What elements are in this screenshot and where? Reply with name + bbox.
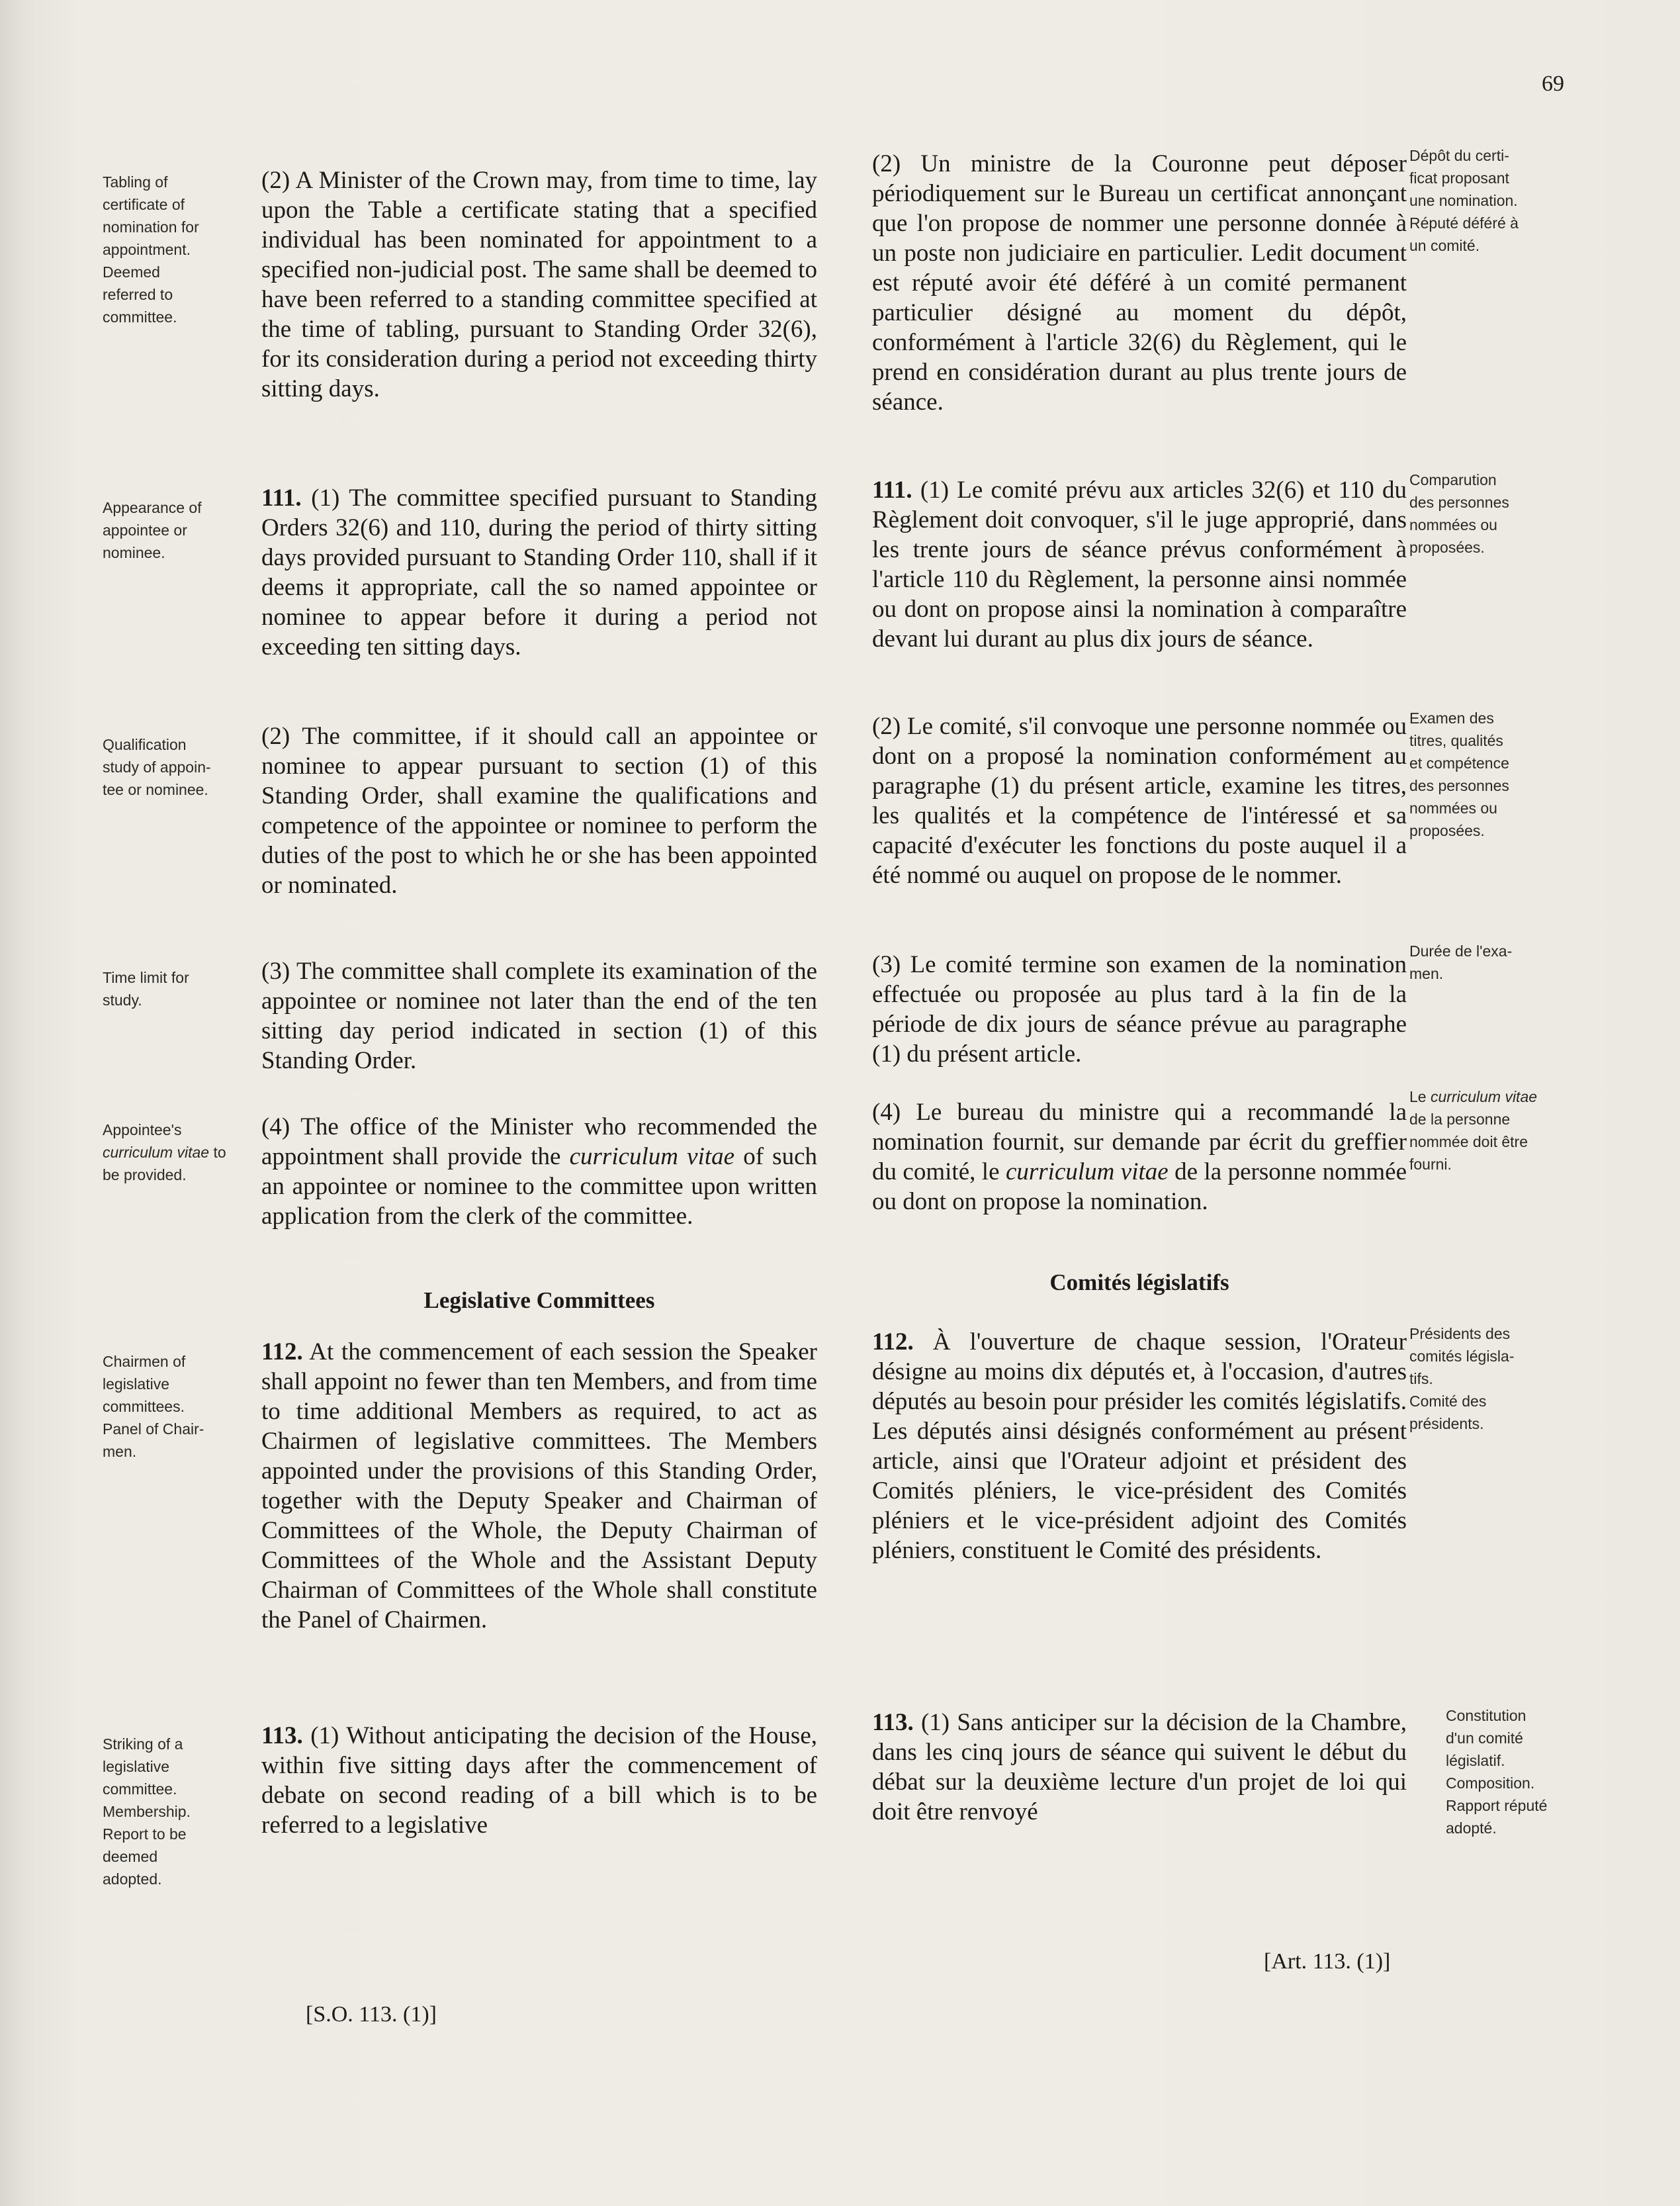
margin-note-appearance: Appearance of appointee or nominee. (103, 499, 202, 561)
margin-note-curriculum-fr: Le curriculum vitae de la personne nommée doit être fourni. (1409, 1088, 1538, 1173)
french-paragraph-111-3: (3) Le comité termine son examen de la nomination effectuée ou proposée au plus tard à la fin de la période de dix jours de séance prévue au paragraphe (1) du présent article. (872, 951, 1407, 1068)
margin-note-qualification: Qualification study of appoin- tee or nominee. (103, 736, 211, 798)
margin-note-depot: Dépôt du certi- ficat proposant une nomination. Réputé déféré à un comité. (1409, 147, 1519, 254)
margin-note-duree: Durée de l'exa- men. (1409, 942, 1513, 982)
margin-note-chairmen: Chairmen of legislative committees. Panel of Chair- men. (103, 1353, 204, 1460)
section-number: 111. (261, 484, 302, 512)
margin-note-time-limit: Time limit for study. (103, 969, 189, 1009)
section-number: 112. (261, 1338, 303, 1365)
french-paragraph-113-1: 113. (1) Sans anticiper sur la décision de la Chambre, dans les cinq jours de séance qui suivent le début du débat sur la deuxième lecture d'un projet de loi qui doit être renvoyé (872, 1709, 1407, 1825)
french-paragraph-112: 112. À l'ouverture de chaque session, l'Orateur désigne au moins dix députés et, à l'occasion, d'autres députés au besoin pour présider les comités législatifs. Les députés ainsi désignés conformément au présent article, ainsi que l'Orateur adjoint et président des Comités pléniers, le vice-président des Comités pléniers et le vice-président adjoint des Comités pléniers, constituent le Comité des présidents. (872, 1328, 1407, 1564)
margin-note-comparution: Comparution des personnes nommées ou proposées. (1409, 471, 1509, 556)
english-paragraph-111-3: (3) The committee shall complete its examination of the appointee or nominee not later than the end of the ten sitting day period indicated in section (1) of this Standing Order. (261, 958, 817, 1074)
french-paragraph-111-2: (2) Le comité, s'il convoque une personne nommée ou dont on a proposé la nomination conformément au paragraphe (1) du présent article, examine les titres, les qualités et la compétence de l'intéressé et sa capacité d'exécuter les fonctions du poste auquel il a été nommé ou auquel on propose de le nommer. (872, 713, 1407, 889)
french-section-heading: Comités législatifs (1049, 1269, 1229, 1295)
english-paragraph-111-1: 111. (1) The committee specified pursuant to Standing Orders 32(6) and 110, during the period of thirty sitting days provided pursuant to Standing Order 110, shall if it deems it appropriate, call the so named appointee or nominee to appear before it during a period not exceeding ten sitting days. (261, 484, 817, 661)
english-paragraph-111-2: (2) The committee, if it should call an appointee or nominee to appear pursuant to section (1) of this Standing Order, shall examine the qualifications and competence of the appointee or nominee to perform the duties of the post to which he or she has been appointed or nominated. (261, 723, 817, 899)
page-number: 69 (1542, 71, 1564, 96)
section-number: 113. (261, 1722, 303, 1749)
english-footer-reference: [S.O. 113. (1)] (306, 2002, 437, 2027)
margin-note-examen: Examen des titres, qualités et compétence des personnes nommées ou proposées. (1409, 710, 1509, 839)
margin-note-presidents: Présidents des comités législa- tifs. Comité des présidents. (1409, 1325, 1515, 1432)
section-number: 111. (872, 477, 912, 504)
french-paragraph-111-1: 111. (1) Le comité prévu aux articles 32(6) et 110 du Règlement doit convoquer, s'il le juge approprié, dans les trente jours de séance prévus conformément à l'article 110 du Règlement, la personne ainsi nommée ou dont on propose ainsi la nomination à comparaître devant lui durant au plus dix jours de séance. (872, 477, 1407, 653)
margin-note-tabling: Tabling of certificate of nomination for appointment. Deemed referred to committee. (103, 173, 199, 326)
section-number: 112. (872, 1328, 914, 1356)
french-footer-reference: [Art. 113. (1)] (1264, 1949, 1391, 1974)
english-paragraph-113-1: 113. (1) Without anticipating the decision of the House, within five sitting days after the commencement of debate on second reading of a bill which is to be referred to a legislative (261, 1722, 817, 1839)
english-paragraph-111-4: (4) The office of the Minister who recommended the appointment shall provide the curriculum vitae of such an appointee or nominee to the committee upon written application from the clerk of the committee. (261, 1113, 817, 1230)
english-paragraph-112: 112. At the commencement of each session the Speaker shall appoint no fewer than ten Members, and from time to time additional Members as required, to act as Chairmen of legislative committees. The Members appointed under the provisions of this Standing Order, together with the Deputy Speaker and Chairman of Committees of the Whole, the Deputy Chairman of Committees of the Whole and the Assistant Deputy Chairman of Committees of the Whole shall constitute the Panel of Chairmen. (261, 1338, 817, 1633)
margin-note-curriculum: Appointee's curriculum vitae to be provided. (103, 1121, 226, 1183)
french-paragraph-111-4: (4) Le bureau du ministre qui a recommandé la nomination fournit, sur demande par écrit du greffier du comité, le curriculum vitae de la personne nommée ou dont on propose la nomination. (872, 1099, 1407, 1215)
english-section-heading: Legislative Committees (423, 1287, 655, 1313)
margin-note-constitution: Constitution d'un comité législatif. Composition. Rapport réputé adopté. (1446, 1707, 1548, 1837)
french-paragraph-110-2: (2) Un ministre de la Couronne peut déposer périodiquement sur le Bureau un certificat annonçant que l'on propose de nommer une personne donnée à un poste non judiciaire en particulier. Ledit document est réputé avoir été déféré à un comité permanent particulier désigné au moment du dépôt, conformément à l'article 32(6) du Règlement, qui le prend en considération durant au plus trente jours de séance. (872, 150, 1407, 416)
english-paragraph-110-2: (2) A Minister of the Crown may, from time to time, lay upon the Table a certificate stating that a specified individual has been nominated for appointment to a specified non-judicial post. The same shall be deemed to have been referred to a standing committee specified at the time of tabling, pursuant to Standing Order 32(6), for its consideration during a period not exceeding thirty sitting days. (261, 167, 817, 402)
section-number: 113. (872, 1709, 914, 1736)
margin-note-striking: Striking of a legislative committee. Membership. Report to be deemed adopted. (103, 1735, 191, 1888)
